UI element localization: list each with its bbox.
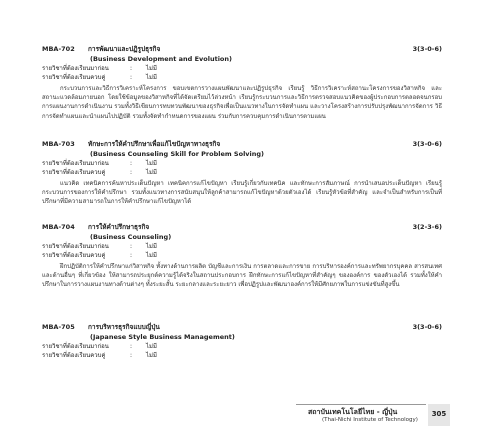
- colon: :: [130, 343, 133, 350]
- course-title-en: (Japanese Style Business Management): [90, 333, 235, 341]
- course-credits: 3(3-0-6): [412, 323, 442, 331]
- prerequisite-row: [42, 242, 442, 251]
- prerequisite-label: รายวิชาที่ต้องเรียนมาก่อน: [42, 243, 109, 250]
- prerequisite-label: รายวิชาที่ต้องเรียนมาก่อน: [42, 343, 109, 350]
- course-title-en: (Business Counseling Skill for Problem Solving): [90, 150, 265, 158]
- course-description-text: แนวคิด เทคนิคการค้นหาประเด็นปัญหา เทคนิคการแก้ไขปัญหา เรียนรู้เกี่ยวกับเทคนิค และทักษะการสัมภาษณ์ การนำเสนอประเด็นปัญหา เรียนรู้กระบวนการของการให้คำปรึกษา รวมทั้งแนวทางการสนับสนุนให้ลูกค้าสามารถแก้ไขปัญหาด้วยตัวเองได้ เรียนรู้หัวข้อที่สำคัญ และจำเป็นสำหรับการเป็นที่ปรึกษาที่มีความสามารถในการให้คำปรึกษาแก้ไขปัญหาได้: [42, 180, 442, 206]
- colon: :: [130, 74, 133, 81]
- prerequisite-value: ไม่มี: [146, 343, 157, 350]
- corequisite-value: ไม่มี: [146, 252, 157, 259]
- course-title-th: การบริหารธุรกิจแบบญี่ปุ่น: [88, 323, 160, 331]
- prerequisite-row: [42, 342, 442, 351]
- course-code: MBA-704: [42, 223, 75, 231]
- course-credits: 3(3-0-6): [412, 140, 442, 148]
- prerequisite-value: ไม่มี: [146, 243, 157, 250]
- footer-institution-en: (Thai-Nichi Institute of Technology): [322, 417, 418, 423]
- footer-divider: [296, 404, 426, 405]
- course-title-en: (Business Development and Evolution): [90, 55, 232, 63]
- prerequisite-value: ไม่มี: [146, 65, 157, 72]
- corequisite-value: ไม่มี: [146, 169, 157, 176]
- corequisite-row: [42, 251, 442, 260]
- course-credits: 3(2-3-6): [412, 223, 442, 231]
- corequisite-value: ไม่มี: [146, 74, 157, 81]
- corequisite-row: [42, 73, 442, 82]
- course-block: [42, 222, 442, 290]
- corequisite-value: ไม่มี: [146, 352, 157, 359]
- course-block: [42, 322, 442, 360]
- colon: :: [130, 243, 133, 250]
- course-block: [42, 139, 442, 207]
- corequisite-row: [42, 351, 442, 360]
- corequisite-label: รายวิชาที่ต้องเรียนควบคู่: [42, 352, 106, 359]
- course-description: [42, 179, 442, 207]
- course-block: [42, 44, 442, 121]
- footer-institution-th: สถาบันเทคโนโลยีไทย - ญี่ปุ่น: [308, 408, 398, 416]
- corequisite-label: รายวิชาที่ต้องเรียนควบคู่: [42, 169, 106, 176]
- course-credits: 3(3-0-6): [412, 45, 442, 53]
- colon: :: [130, 252, 133, 259]
- course-code: MBA-703: [42, 140, 75, 148]
- prerequisite-row: [42, 159, 442, 168]
- course-description: [42, 84, 442, 121]
- colon: :: [130, 352, 133, 359]
- page-number: 305: [431, 410, 447, 418]
- course-description: [42, 262, 442, 290]
- course-title-th: การให้คำปรึกษาธุรกิจ: [88, 223, 150, 231]
- course-description-text: กระบวนการและวิธีการวิเคราะห์โครงการ ขอบเขตการวางแผนพัฒนาและปฏิรูปธุรกิจ เรียนรู้ วิธีการวิเคราะห์สถานะโครงการของวิสาหกิจ และสถานะแวดล้อมภายนอก โดยใช้ข้อมูลของวิสาหกิจที่ได้จัดเตรียมไว้ล่วงหน้า เรียนรู้กระบวนการและวิธีการตรวจสอบแนวคิดของผู้ประกอบการตลอดจนกรอบการแผนงานการดำเนินงาน รวมทั้งวิธีเขียนการทบทวนพัฒนาของธุรกิจเพื่อเป็นแนวทางในการจัดทำแผน และวางโครงสร้างการปรับปรุงพัฒนาการจัดการ วิธีการจัดทำแผนและนำแผนไปปฏิบัติ รวมทั้งจัดทำกำหนดการของแผน ร่วมกับการควบคุมการดำเนินการตามแผน: [42, 85, 442, 120]
- corequisite-label: รายวิชาที่ต้องเรียนควบคู่: [42, 252, 106, 259]
- colon: :: [130, 65, 133, 72]
- corequisite-row: [42, 168, 442, 177]
- course-title-th: ทักษะการให้คำปรึกษาเพื่อแก้ไขปัญหาทางธุรกิจ: [88, 140, 221, 148]
- course-title-en: (Business Counseling): [90, 233, 172, 241]
- course-description-text: ฝึกปฏิบัติการให้คำปรึกษาแก่วิสาหกิจ ทั้งทางด้านการผลิต บัญชีและการเงิน การตลาดและการขาย การบริหารองค์การและทรัพยากรบุคคล สารสนเทศ และด้านอื่นๆ ที่เกี่ยวข้อง ให้สามารถประยุกต์ความรู้ได้จริงในสถานประกอบการ ฝึกทักษะการแก้ไขปัญหาที่สำคัญๆ ขององค์การ ของตัวเองได้ รวมทั้งให้คำปรึกษาในการวางแผนงานทางด้านต่างๆ ทั้งระยะสั้น ระยะกลางและระยะยาว เพื่อปฏิรูปและพัฒนาองค์การให้มีศักยภาพในการแข่งขันที่สูงขึ้น: [42, 263, 442, 289]
- colon: :: [130, 160, 133, 167]
- course-code: MBA-702: [42, 45, 75, 53]
- colon: :: [130, 169, 133, 176]
- course-title-th: การพัฒนาและปฏิรูปธุรกิจ: [88, 45, 161, 53]
- prerequisite-row: [42, 64, 442, 73]
- prerequisite-label: รายวิชาที่ต้องเรียนมาก่อน: [42, 160, 109, 167]
- course-code: MBA-705: [42, 323, 75, 331]
- corequisite-label: รายวิชาที่ต้องเรียนควบคู่: [42, 74, 106, 81]
- prerequisite-value: ไม่มี: [146, 160, 157, 167]
- prerequisite-label: รายวิชาที่ต้องเรียนมาก่อน: [42, 65, 109, 72]
